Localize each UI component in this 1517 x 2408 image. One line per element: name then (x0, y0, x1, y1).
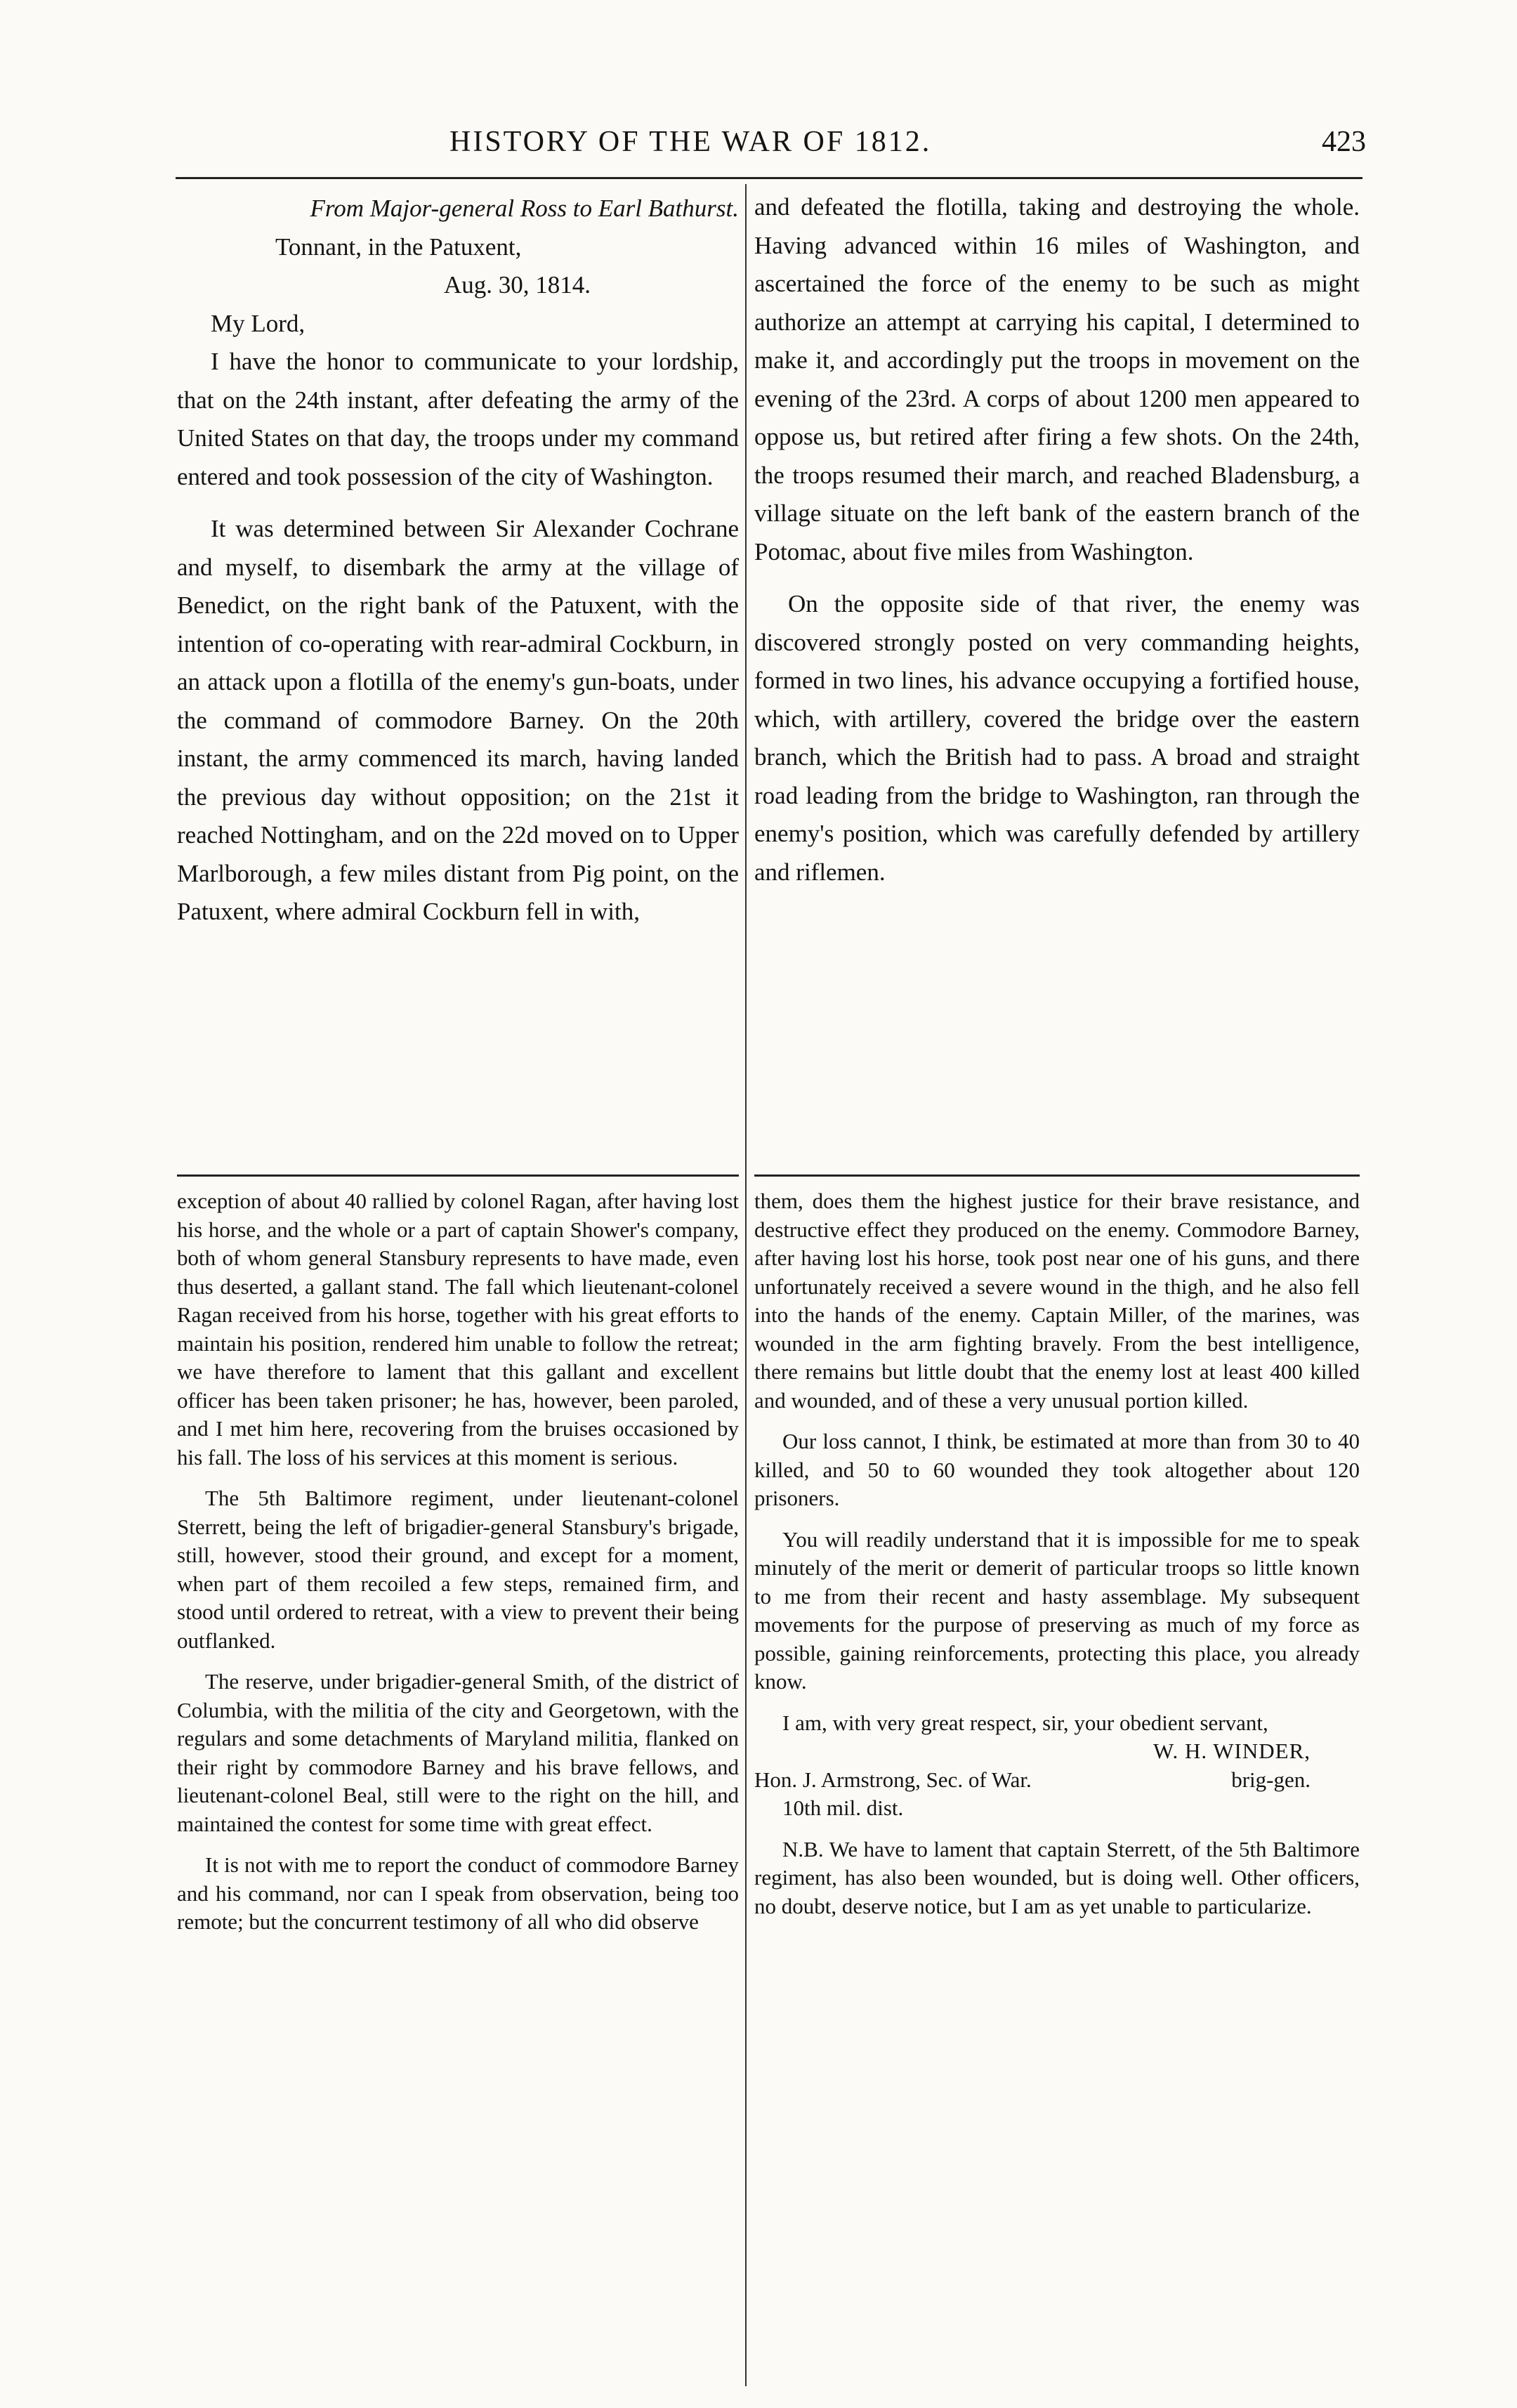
report-paragraph: The 5th Baltimore regiment, under lieutenant-colonel Sterrett, being the left of brigadier-general Stansbury's brigade, still, however, stood their ground, and except for a moment, when part of them recoiled a few steps, remained firm, and stood until ordered to retreat, with a view to prevent their being outflanked. (177, 1486, 739, 1653)
running-head (0, 125, 1517, 167)
report-addressee-row (754, 1766, 1360, 1795)
report-paragraph: Our loss cannot, I think, be estimated at more than from 30 to 40 killed, and 50 to 60 wounded they took altogether about 120 prisoners. (754, 1429, 1360, 1510)
report-column-right (754, 1187, 1360, 1920)
header-rule (176, 177, 1362, 179)
letter-salutation: My Lord, (211, 309, 306, 337)
report-addressee: Hon. J. Armstrong, Sec. of War. (754, 1767, 1032, 1792)
report-paragraph: You will readily understand that it is impossible for me to speak minutely of the merit or demerit of particular troops so little known to me from their recent and hasty assemblage. My subsequent movements for the purpose of preserving as much of my force as possible, gaining reinforcements, protecting this place, you already know. (754, 1526, 1360, 1694)
letter-column-left (177, 190, 739, 931)
report-paragraph: The reserve, under brigadier-general Smith, of the district of Columbia, with the militia of the city and Georgetown, with the regulars and some detachments of Maryland militia, flanked on their right by commodore Barney and his brave fellows, and lieutenant-colonel Beal, still were to the right on the hill, and maintained the contest for some time with great effect. (177, 1669, 739, 1836)
running-title: HISTORY OF THE WAR OF 1812. (449, 126, 932, 158)
section-rule-right (754, 1174, 1360, 1177)
report-column-left (177, 1187, 739, 1937)
page-number: 423 (1322, 126, 1366, 158)
letter-paragraph: and defeated the flotilla, taking and destroying the whole. Having advanced within 16 miles of Washington, and ascertained the force of the enemy to be such as might authorize an attempt at carrying his capital, I determined to make it, and accordingly put the troops in movement on the evening of the 23rd. A corps of about 1200 men appeared to oppose us, but retired after firing a few shots. On the 24th, the troops resumed their march, and reached Bladensburg, a village situate on the left bank of the eastern branch of the Potomac, about five miles from Washington. (754, 193, 1360, 565)
letter-paragraph: I have the honor to communicate to your lordship, that on the 24th instant, after defeating the army of the United States on that day, the troops under my command entered and took possession of the city of Washington. (177, 348, 739, 490)
report-signature: W. H. WINDER, (1153, 1739, 1311, 1763)
letter-heading: From Major-general Ross to Earl Bathurst. (310, 195, 739, 222)
column-divider (745, 184, 747, 2386)
letter-paragraph: It was determined between Sir Alexander Cochrane and myself, to disembark the army at the village of Benedict, on the right bank of the Patuxent, with the intention of co-operating with rear-admiral Cockburn, in an attack upon a flotilla of the enemy's gun-boats, under the command of commodore Barney. On the 20th instant, the army commenced its march, having landed the previous day without opposition; on the 21st it reached Nottingham, and on the 22d moved on to Upper Marlborough, a few miles distant from Pig point, on the Patuxent, where admiral Cockburn fell in with, (177, 515, 739, 925)
report-paragraph: exception of about 40 rallied by colonel Ragan, after having lost his horse, and the whole or a part of captain Shower's company, both of whom general Stansbury represents to have made, even thus deserted, a gallant stand. The fall which lieutenant-colonel Ragan received from his horse, together with his great efforts to maintain his position, rendered him unable to follow the retreat; we have therefore to lament that this gallant and excellent officer has been taken prisoner; he has, however, been paroled, and I met him here, recovering from the bruises occasioned by his fall. The loss of his services at this moment is serious. (177, 1189, 739, 1470)
letter-dateline-date: Aug. 30, 1814. (444, 271, 591, 299)
letter-column-right (754, 188, 1360, 891)
report-paragraph: them, does them the highest justice for their brave resistance, and destructive effect they produced on the enemy. Commodore Barney, after having lost his horse, took post near one of his guns, and there unfortunately received a severe wound in the thigh, and he also fell into the hands of the enemy. Captain Miller, of the marines, was wounded in the arm fighting bravely. From the best intelligence, there remains but little doubt that the enemy lost at least 400 killed and wounded, and of these a very unusual portion killed. (754, 1189, 1360, 1413)
letter-paragraph: On the opposite side of that river, the enemy was discovered strongly posted on very commanding heights, formed in two lines, his advance occupying a fortified house, which, with artillery, covered the bridge over the eastern branch, which the British had to pass. A broad and straight road leading from the bridge to Washington, ran through the enemy's position, which was carefully defended by artillery and riflemen. (754, 590, 1360, 886)
report-closing: I am, with very great respect, sir, your obedient servant, (782, 1710, 1268, 1735)
report-paragraph: It is not with me to report the conduct of commodore Barney and his command, nor can I speak from observation, being too remote; but the concurrent testimony of all who did observe (177, 1852, 739, 1934)
section-rule-left (177, 1174, 739, 1177)
report-district: 10th mil. dist. (782, 1795, 904, 1820)
report-postscript: N.B. We have to lament that captain Sterrett, of the 5th Baltimore regiment, has also been wounded, but is doing well. Other officers, no doubt, deserve notice, but I am as yet unable to particularize. (754, 1836, 1360, 1918)
report-rank: brig-gen. (1231, 1767, 1311, 1792)
letter-dateline-place: Tonnant, in the Patuxent, (275, 233, 522, 261)
